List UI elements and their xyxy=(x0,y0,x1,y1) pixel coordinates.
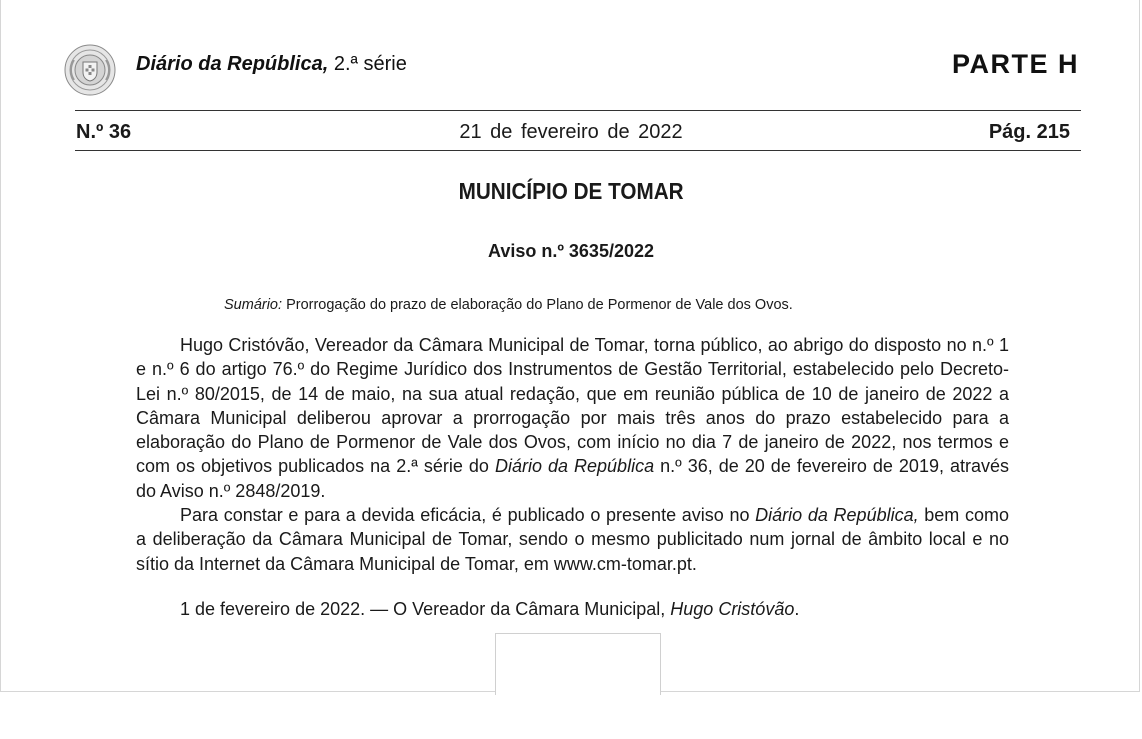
notice-title: Aviso n.º 3635/2022 xyxy=(487,241,654,261)
page-number: Pág. 215 xyxy=(988,121,1070,143)
signature-line xyxy=(180,599,799,620)
journal-series: 2.ª série xyxy=(333,53,407,75)
signature-end: . xyxy=(794,599,800,619)
coat-of-arms-icon xyxy=(64,44,116,96)
header-rule-bottom xyxy=(75,150,1081,151)
paragraph-2-text: Para constar e para a devida eficácia, é publicado o presente aviso no xyxy=(180,505,756,526)
issue-number: N.º 36 xyxy=(76,121,132,143)
entity-title: MUNICÍPIO DE TOMAR xyxy=(458,178,684,204)
paragraph-2-italic: Diário da República, xyxy=(755,505,919,526)
paragraph-2-text-end: bem como a deliberação da Câmara Municipal de Tomar, sendo o mesmo publicitado num jornal de âmbito local e no sítio da Internet da Câmara Municipal de Tomar, em www.cm-tomar.pt. xyxy=(136,505,1009,574)
issue-date: 21 de fevereiro de 2022 xyxy=(459,121,683,143)
paragraph-1 xyxy=(136,333,1009,503)
summary-label: Sumário: xyxy=(224,297,283,313)
page-tab xyxy=(495,633,661,695)
signature-text: 1 de fevereiro de 2022. — O Vereador da Câmara Municipal, xyxy=(180,599,671,619)
journal-title xyxy=(136,53,407,76)
paragraph-1-text: Hugo Cristóvão, Vereador da Câmara Municipal de Tomar, torna público, ao abrigo do disposto no n.º 1 e n.º 6 do artigo 76.º do Regime Jurídico dos Instrumentos de Gestão Territorial, estabelecido pelo Decreto-Lei n.º 80/2015, de 14 de maio, na sua atual redação, que em reunião pública de 10 de janeiro de 2022 a Câmara Municipal deliberou aprovar a prorrogação por mais três anos do prazo estabelecido para a elaboração do Plano de Pormenor de Vale dos Ovos, com início no dia 7 de janeiro de 2022, nos termos e com os objetivos publicados na 2.ª série do xyxy=(136,335,1009,477)
paragraph-2 xyxy=(136,503,1009,576)
header-rule-top xyxy=(75,110,1081,111)
journal-name: Diário da República, xyxy=(136,53,329,75)
summary xyxy=(224,297,793,313)
part-label: PARTE H xyxy=(951,49,1079,79)
paragraph-1-text-end: n.º 36, de 20 de fevereiro de 2019, através do Aviso n.º 2848/2019. xyxy=(136,456,1010,501)
signature-name: Hugo Cristóvão xyxy=(670,599,795,619)
paragraph-1-italic: Diário da República xyxy=(494,456,655,477)
body-text xyxy=(136,333,1009,576)
summary-text: Prorrogação do prazo de elaboração do Plano de Pormenor de Vale dos Ovos. xyxy=(286,297,793,313)
